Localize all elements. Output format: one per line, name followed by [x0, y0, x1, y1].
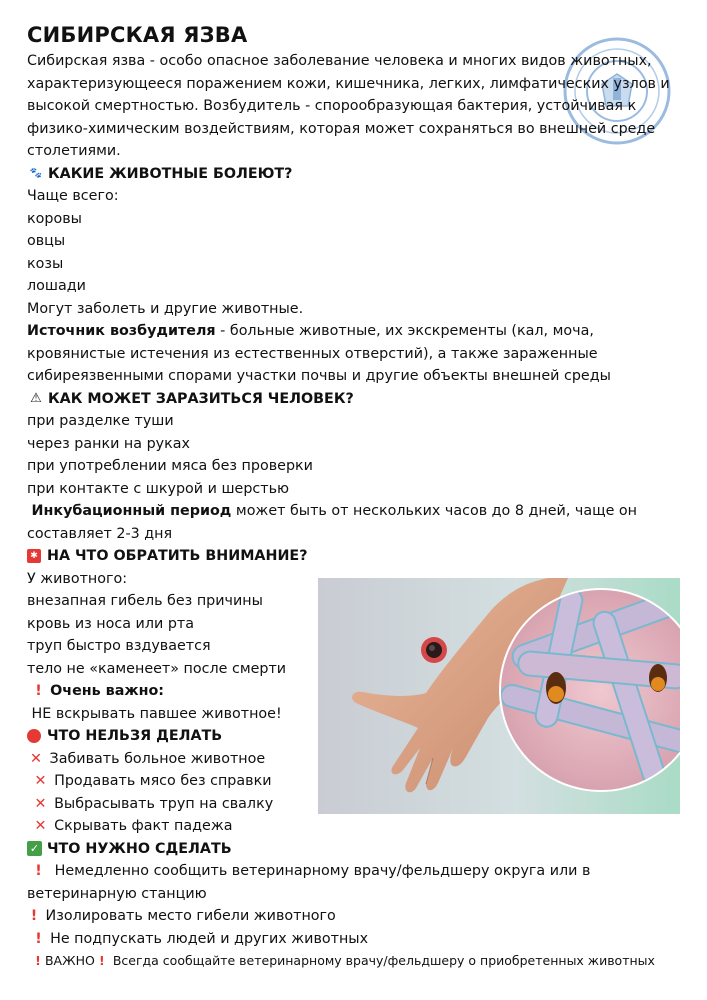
footer-note: ! ВАЖНО ! Всегда сообщайте ветеринарному врачу/фельдшеру о приобретенных животных [27, 950, 687, 971]
list-item: лошади [27, 278, 86, 294]
list-item: ! Не подпускать людей и других животных [27, 928, 687, 951]
section-human-heading: ⚠ КАК МОЖЕТ ЗАРАЗИТЬСЯ ЧЕЛОВЕК? [27, 388, 687, 411]
list-item: через ранки на руках [27, 435, 190, 452]
list-item: при разделке туши [27, 413, 174, 429]
list-item: при контакте с шкурой и шерстью [27, 480, 290, 497]
anthrax-illustration [318, 578, 680, 814]
exclamation-icon: ! [35, 863, 42, 879]
paw-prints-icon: 🐾 [29, 167, 43, 179]
animals-note: Могут заболеть и другие животные. [27, 300, 304, 317]
page-title: СИБИРСКАЯ ЯЗВА [27, 23, 248, 47]
exclamation-icon: ! [98, 953, 105, 968]
incubation-paragraph [27, 500, 687, 545]
exclamation-icon: ! [35, 683, 42, 699]
stop-sign-icon [27, 729, 41, 743]
list-item: ! Немедленно сообщить ветеринарному врачу/фельдшеру округа или в ветеринарную станцию [27, 860, 687, 905]
cross-mark-icon: ✕ [34, 773, 47, 789]
exclamation-icon: ! [35, 930, 42, 947]
section-attention-heading: ✱ НА ЧТО ОБРАТИТЬ ВНИМАНИЕ? [27, 545, 687, 568]
section-dont-heading: ЧТО НЕЛЬЗЯ ДЕЛАТЬ [27, 725, 687, 748]
important-text: НЕ вскрывать павшее животное! [31, 705, 282, 722]
section-animals-heading: 🐾 КАКИЕ ЖИВОТНЫЕ БОЛЕЮТ? [27, 163, 687, 186]
source-paragraph [27, 320, 687, 388]
list-item: козы [27, 255, 64, 272]
source-text: - больные животные, их экскременты (кал, моча, кровянистые истечения из естественных отверстий), а также зараженные сибиреязвенными спорами участки почвы и другие объекты внешней среды [27, 323, 611, 384]
list-item: кровь из носа или рта [27, 615, 194, 632]
cross-mark-icon: ✕ [34, 818, 47, 834]
incubation-label: Инкубационный период [31, 503, 232, 519]
exclamation-icon: ! [30, 908, 38, 924]
list-item: тело не «каменеет» после смерти [27, 660, 287, 677]
list-item: коровы [27, 210, 82, 227]
list-item: труп быстро вздувается [27, 638, 211, 654]
animals-lead: Чаще всего: [27, 188, 119, 204]
list-item: ✕ Продавать мясо без справки [27, 770, 687, 793]
cross-mark-icon: ✕ [34, 795, 47, 812]
list-item: ! Изолировать место гибели животного [27, 905, 687, 928]
siren-icon: ✱ [27, 549, 41, 563]
incubation-text: может быть от нескольких часов до 8 дней, чаще он составляет 2-3 дня [27, 503, 638, 542]
list-item: при употреблении мяса без проверки [27, 458, 313, 474]
source-label: Источник возбудителя [27, 323, 216, 339]
cross-mark-icon: ✕ [30, 750, 42, 767]
list-item: внезапная гибель без причины [27, 593, 263, 609]
warning-icon: ⚠ [30, 390, 42, 406]
list-item: овцы [27, 233, 66, 249]
section-do-heading: ✓ ЧТО НУЖНО СДЕЛАТЬ [27, 838, 687, 861]
check-mark-icon: ✓ [27, 841, 42, 856]
important-line: ! Очень важно: [27, 680, 687, 703]
exclamation-icon: ! [35, 953, 41, 968]
list-item: ✕ Выбрасывать труп на свалку [27, 793, 687, 816]
document-body [27, 20, 687, 971]
list-item: ✕ Скрывать факт падежа [27, 815, 687, 838]
intro-paragraph: Сибирская язва - особо опасное заболевание человека и многих видов животных, характеризующееся поражением кожи, кишечника, легких, лимфатических узлов и высокой смертностью. Возбудитель - спорообразующая бактерия, устойчивая к физико-химическим воздействиям, которая может сохраняться во внешней среде столетиями. [27, 53, 670, 159]
list-item: ✕ Забивать больное животное [27, 748, 687, 771]
attention-lead: У животного: [27, 570, 128, 587]
